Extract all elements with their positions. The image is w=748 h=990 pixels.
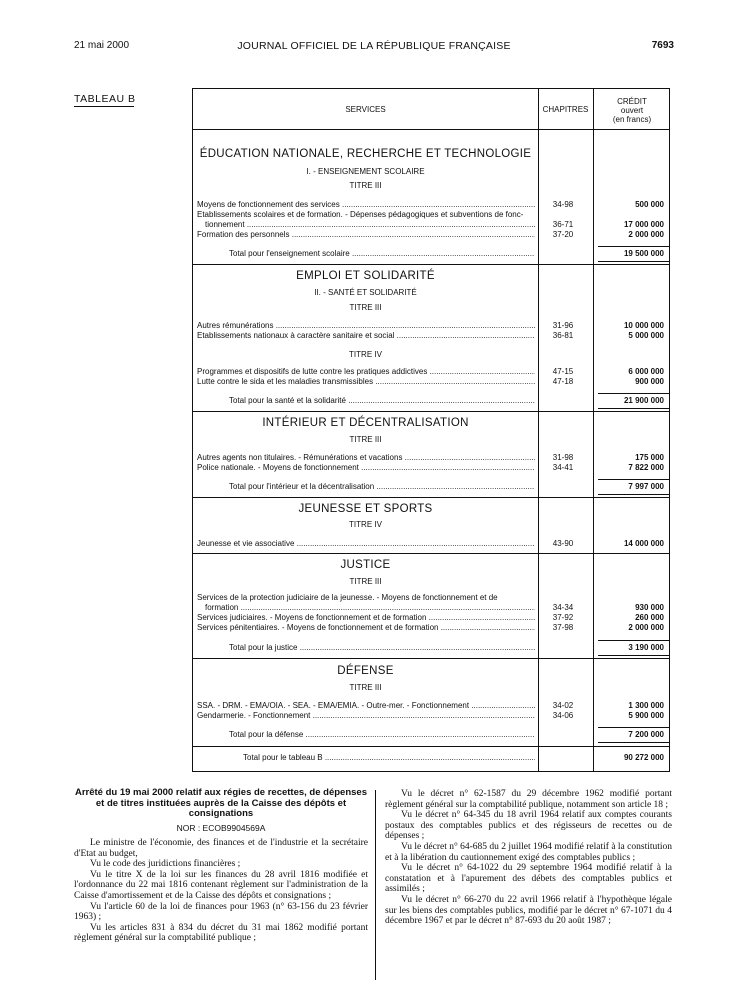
table-row-amount: 6 000 000 xyxy=(628,367,664,376)
paragraph: Vu le code des juridictions financières ; xyxy=(90,859,241,870)
table-row-label: Services de la protection judiciaire de la jeunesse. - Moyens de fonctionnement et de xyxy=(197,593,498,602)
table-row-amount: 10 000 000 xyxy=(623,321,664,330)
table-row-label: Police nationale. - Moyens de fonctionnement ..... xyxy=(197,463,535,472)
section-title-emploi: EMPLOI ET SOLIDARITÉ xyxy=(296,270,435,282)
table-row-amount: 2 000 000 xyxy=(628,230,664,239)
titre-heading: TITRE III xyxy=(349,577,382,586)
col-divider-chapitres xyxy=(538,89,539,771)
header-chapitres: CHAPITRES xyxy=(542,105,589,114)
section-title-interieur: INTÉRIEUR ET DÉCENTRALISATION xyxy=(262,417,469,429)
table-row-label: Autres rémunérations ..... xyxy=(197,321,535,330)
table-row-chapitre: 37-20 xyxy=(552,230,574,239)
table-row-amount: 5 900 000 xyxy=(628,711,664,720)
subtotal-amount: 7 997 000 xyxy=(628,482,664,491)
table-row-label: Etablissements scolaires et de formation. - Dépenses pédagogiques et subventions de fonc- xyxy=(197,210,524,219)
titre-heading: TITRE IV xyxy=(349,520,382,529)
paragraph: Vu le décret n° 64-1022 du 29 septembre 1964 modifié relatif à la constatation et à l'apurement des débets des comptables publics et assimilés ; xyxy=(385,863,672,895)
table-row-amount: 175 000 xyxy=(635,453,664,462)
grand-total-amount: 90 272 000 xyxy=(623,753,664,762)
table-row-chapitre: 47-15 xyxy=(552,367,574,376)
section-subtitle-emploi: II. - SANTÉ ET SOLIDARITÉ xyxy=(314,288,417,297)
page-number: 7693 xyxy=(651,40,674,51)
arrete-title: Arrêté du 19 mai 2000 relatif aux régies de recettes, de dépenses et de titres instituées auprès de la Caisse des dépôts et consignations xyxy=(74,787,367,819)
subtotal-label: Total pour la santé et la solidarité ..... xyxy=(229,396,535,405)
paragraph: Vu le décret n° 66-270 du 22 avril 1966 relatif à l'hypothèque légale sur les biens des comptables publics, modifié par le décret n° 67-1071 du 4 décembre 1967 et par le décret n° 87-693 du 20 août 1987 ; xyxy=(385,894,672,927)
table-row-label: tionnement ..... xyxy=(205,220,535,229)
table-row-chapitre: 34-41 xyxy=(552,463,574,472)
section-title-education: ÉDUCATION NATIONALE, RECHERCHE ET TECHNOLOGIE xyxy=(199,148,532,160)
table-row-label: Programmes et dispositifs de lutte contre les pratiques addictives ..... xyxy=(197,367,535,376)
table-label-rule xyxy=(74,106,134,107)
table-row-amount: 14 000 000 xyxy=(623,539,664,548)
subtotal-label: Total pour l'intérieur et la décentralisation ..... xyxy=(229,482,535,491)
table-row-amount: 7 822 000 xyxy=(628,463,664,472)
table-row-chapitre: 43-90 xyxy=(552,539,574,548)
table-row-amount: 1 300 000 xyxy=(628,701,664,710)
table-row-label: Services pénitentiaires. - Moyens de fonctionnement et de formation ..... xyxy=(197,623,535,632)
table-row-chapitre: 34-06 xyxy=(552,711,574,720)
table-row-label: Gendarmerie. - Fonctionnement ..... xyxy=(197,711,535,720)
table-row-amount: 2 000 000 xyxy=(628,623,664,632)
table-row-amount: 260 000 xyxy=(635,613,664,622)
table-row-chapitre: 37-98 xyxy=(552,623,574,632)
arrete-left-column xyxy=(74,838,368,944)
header-credit: CRÉDIT xyxy=(617,97,647,106)
grand-total-label: Total pour le tableau B ..... xyxy=(243,753,535,762)
table-row-chapitre: 31-98 xyxy=(552,453,574,462)
header-date: 21 mai 2000 xyxy=(74,40,130,51)
titre-heading: TITRE IV xyxy=(349,350,382,359)
table-row-chapitre: 36-71 xyxy=(552,220,574,229)
section-subtitle-education: I. - ENSEIGNEMENT SCOLAIRE xyxy=(306,167,425,176)
subtotal-label: Total pour la justice ..... xyxy=(229,643,535,652)
titre-heading: TITRE III xyxy=(349,683,382,692)
column-separator xyxy=(375,790,376,980)
paragraph: Vu le décret n° 64-685 du 2 juillet 1964 modifié relatif à la constitution et à la libération du cautionnement exigé des comptables publics ; xyxy=(385,841,673,863)
titre-heading: TITRE III xyxy=(349,181,382,190)
table-row-label: Lutte contre le sida et les maladies transmissibles ..... xyxy=(197,377,535,386)
table-row-label: SSA. - DRM. - EMA/OIA. - SEA. - EMA/EMIA. - Outre-mer. - Fonctionnement ..... xyxy=(197,701,535,710)
titre-heading: TITRE III xyxy=(349,303,382,312)
section-rule xyxy=(193,658,669,659)
subtotal-amount: 3 190 000 xyxy=(628,643,664,652)
table-row-chapitre: 34-98 xyxy=(552,200,574,209)
section-rule xyxy=(193,411,669,412)
table-row-label: Moyens de fonctionnement des services ..... xyxy=(197,200,535,209)
table-row-label: Formation des personnels ..... xyxy=(197,230,535,239)
journal-title: JOURNAL OFFICIEL DE LA RÉPUBLIQUE FRANÇAISE xyxy=(237,40,511,52)
nor-reference: NOR : ECOB9904569A xyxy=(176,823,266,833)
subtotal-amount: 7 200 000 xyxy=(628,730,664,739)
section-rule xyxy=(193,264,669,265)
paragraph: Le ministre de l'économie, des finances et de l'industrie et la secrétaire d'Etat au budget, xyxy=(74,838,368,859)
table-row-chapitre: 47-18 xyxy=(552,377,574,386)
section-title-defense: DÉFENSE xyxy=(337,665,394,677)
arrete-right-column xyxy=(385,789,672,927)
subtotal-label: Total pour l'enseignement scolaire ..... xyxy=(229,249,535,258)
table-row-label: formation ..... xyxy=(205,603,535,612)
table-row-label: Etablissements nationaux à caractère sanitaire et social ..... xyxy=(197,331,535,340)
col-divider-credit xyxy=(593,89,594,771)
paragraph: Vu le décret n° 62-1587 du 29 décembre 1962 modifié portant règlement général sur la comptabilité publique, notamment son article 18 ; xyxy=(385,789,672,810)
table-row-chapitre: 31-96 xyxy=(552,321,574,330)
table-row-amount: 5 000 000 xyxy=(628,331,664,340)
subtotal-amount: 21 900 000 xyxy=(623,396,664,405)
table-row-amount: 930 000 xyxy=(635,603,664,612)
section-rule xyxy=(193,553,669,554)
table-row-chapitre: 36-81 xyxy=(552,331,574,340)
section-title-justice: JUSTICE xyxy=(340,559,391,571)
paragraph: Vu les articles 831 à 834 du décret du 31 mai 1862 modifié portant règlement général sur la comptabilité publique ; xyxy=(74,922,368,944)
table-label: TABLEAU B xyxy=(74,93,136,105)
header-francs: (en francs) xyxy=(612,115,652,124)
table-row-chapitre: 37-92 xyxy=(552,613,574,622)
subtotal-amount: 19 500 000 xyxy=(623,249,664,258)
tableau-b xyxy=(192,88,670,772)
section-title-jeunesse: JEUNESSE ET SPORTS xyxy=(298,503,433,515)
paragraph: Vu le titre X de la loi sur les finances du 28 avril 1816 modifiée et l'ordonnance du 22 mai 1816 contenant règlement sur l'administration de la Caisse d'amortissement et de la Caisse des dépôts et consignations ; xyxy=(74,869,368,901)
table-row-label: Services judiciaires. - Moyens de fonctionnement et de formation ..... xyxy=(197,613,535,622)
header-rule xyxy=(193,129,669,130)
header-ouvert: ouvert xyxy=(620,106,644,115)
table-row-label: Jeunesse et vie associative ..... xyxy=(197,539,535,548)
paragraph: Vu l'article 60 de la loi de finances pour 1963 (n° 63-156 du 23 février 1963) ; xyxy=(74,901,368,923)
paragraph: Vu le décret n° 64-345 du 18 avril 1964 relatif aux comptes courants postaux des comptables publics et des régisseurs de recettes ou de dépenses ; xyxy=(385,810,672,842)
table-row-amount: 900 000 xyxy=(635,377,664,386)
section-rule xyxy=(193,746,669,747)
section-rule xyxy=(193,497,669,498)
table-row-amount: 17 000 000 xyxy=(623,220,664,229)
table-row-amount: 500 000 xyxy=(635,200,664,209)
subtotal-label: Total pour la défense ..... xyxy=(229,730,535,739)
table-row-chapitre: 34-34 xyxy=(552,603,574,612)
titre-heading: TITRE III xyxy=(349,435,382,444)
table-row-chapitre: 34-02 xyxy=(552,701,574,710)
table-row-label: Autres agents non titulaires. - Rémunérations et vacations ..... xyxy=(197,453,535,462)
header-services: SERVICES xyxy=(345,105,386,114)
